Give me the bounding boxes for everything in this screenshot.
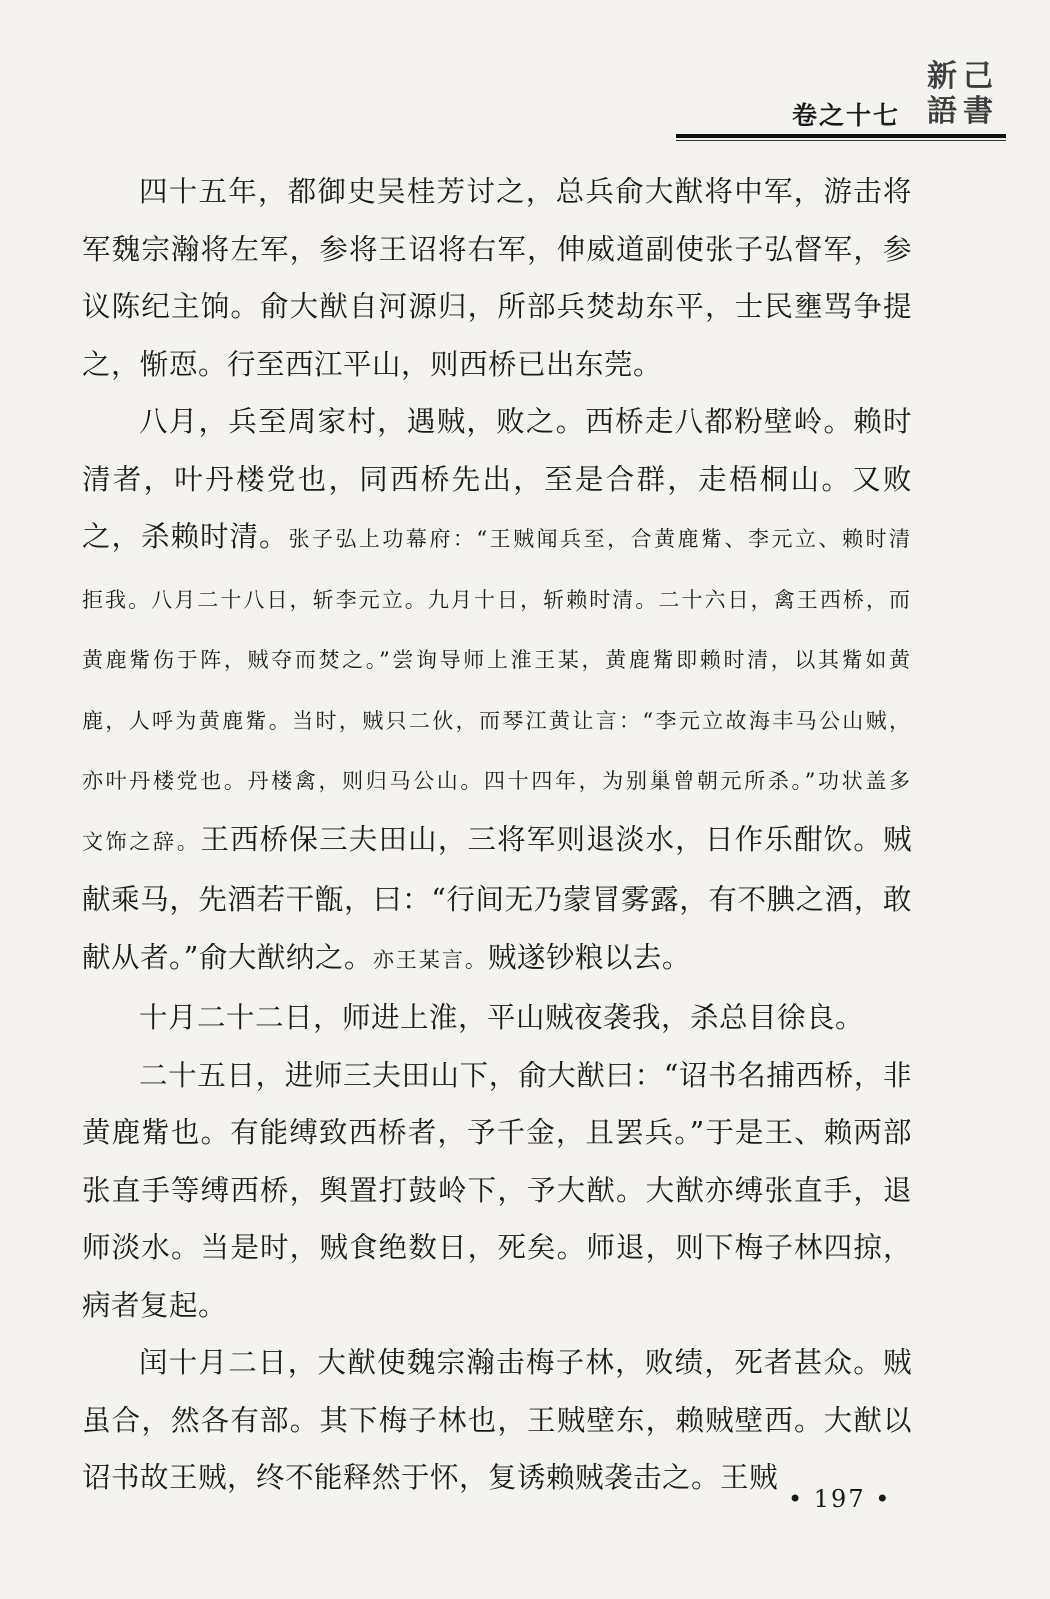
annotation-note: 亦王某言。 <box>372 947 488 972</box>
chapter-title: 卷之十七 <box>791 101 900 130</box>
paragraph-text: 四十五年，都御史吴桂芳讨之，总兵俞大猷将中军，游击将军魏宗瀚将左军，参将王诏将右军，伸威道副使张子弘督军，参议陈纪主饷。俞大猷自河源归，所部兵焚劫东平，士民壅骂争提之，惭恧。行至西江平山，则西桥已出东莞。 <box>82 175 912 381</box>
page-header <box>670 60 1010 140</box>
paragraph-text: 闰十月二日，大猷使魏宗瀚击梅子林，败绩，死者甚众。贼虽合，然各有部。其下梅子林也，王贼壁东，赖贼壁西。大猷以诏书故王贼，终不能释然于怀，复诱赖贼袭击之。王贼 <box>82 1346 912 1494</box>
seal-char: 己 <box>963 59 993 94</box>
header-rule-thick <box>676 134 1006 138</box>
seal-char: 新 <box>927 59 957 94</box>
paragraph <box>82 163 912 393</box>
header-rule-thin <box>676 140 1006 141</box>
paragraph <box>82 1047 912 1335</box>
seal-char: 語 <box>927 94 957 129</box>
paragraph-text: 贼遂钞粮以去。 <box>487 940 691 974</box>
paragraph-text: 八月，兵至周家村，遇贼，败之。西桥走八都粉壁岭。赖时清者，叶丹楼党也，同西桥先出，至是合群，走梧桐山。又败之，杀赖时清。 <box>82 405 912 553</box>
paragraph <box>82 1334 912 1507</box>
paragraph <box>82 989 912 1047</box>
seal-char: 書 <box>963 94 993 129</box>
paragraph-text: 十月二十二日，师进上淮，平山贼夜袭我，杀总目徐良。 <box>139 1001 865 1034</box>
page-number: • 197 • <box>788 1485 892 1513</box>
paragraph-text: 二十五日，进师三夫田山下，俞大猷曰：“诏书名捕西桥，非黄鹿觜也。有能缚致西桥者，予千金，且罢兵。”于是王、赖两部张直手等缚西桥，舆置打鼓岭下，予大猷。大猷亦缚张直手，退师淡水。当是时，贼食绝数日，死矣。师退，则下梅子林四掠，病者复起。 <box>82 1058 912 1322</box>
body-text <box>82 163 912 1507</box>
seal-stamp <box>924 60 996 130</box>
paragraph-text: 王西桥保三夫田山，三将军则退淡水，日作乐酣饮。贼献乘马，先酒若干甑，曰：“行间无乃蒙冒雾露，有不腆之酒，敢献从者。”俞大猷纳之。 <box>82 822 912 974</box>
annotation-note: 张子弘上功幕府：“王贼闻兵至，合黄鹿觜、李元立、赖时清拒我。八月二十八日，斩李元立。九月十日，斩赖时清。二十六日，禽王西桥，而黄鹿觜伤于阵，贼夺而焚之。”尝询导师上淮王某，黄鹿觜即赖时清，以其觜如黄鹿，人呼为黄鹿觜。当时，贼只二伙，而琴江黄让言：“李元立故海丰马公山贼，亦叶丹楼党也。丹楼禽，则归马公山。四十四年，为别巢曾朝元所杀。”功状盖多文饰之辞。 <box>82 527 912 854</box>
paragraph <box>82 393 912 989</box>
